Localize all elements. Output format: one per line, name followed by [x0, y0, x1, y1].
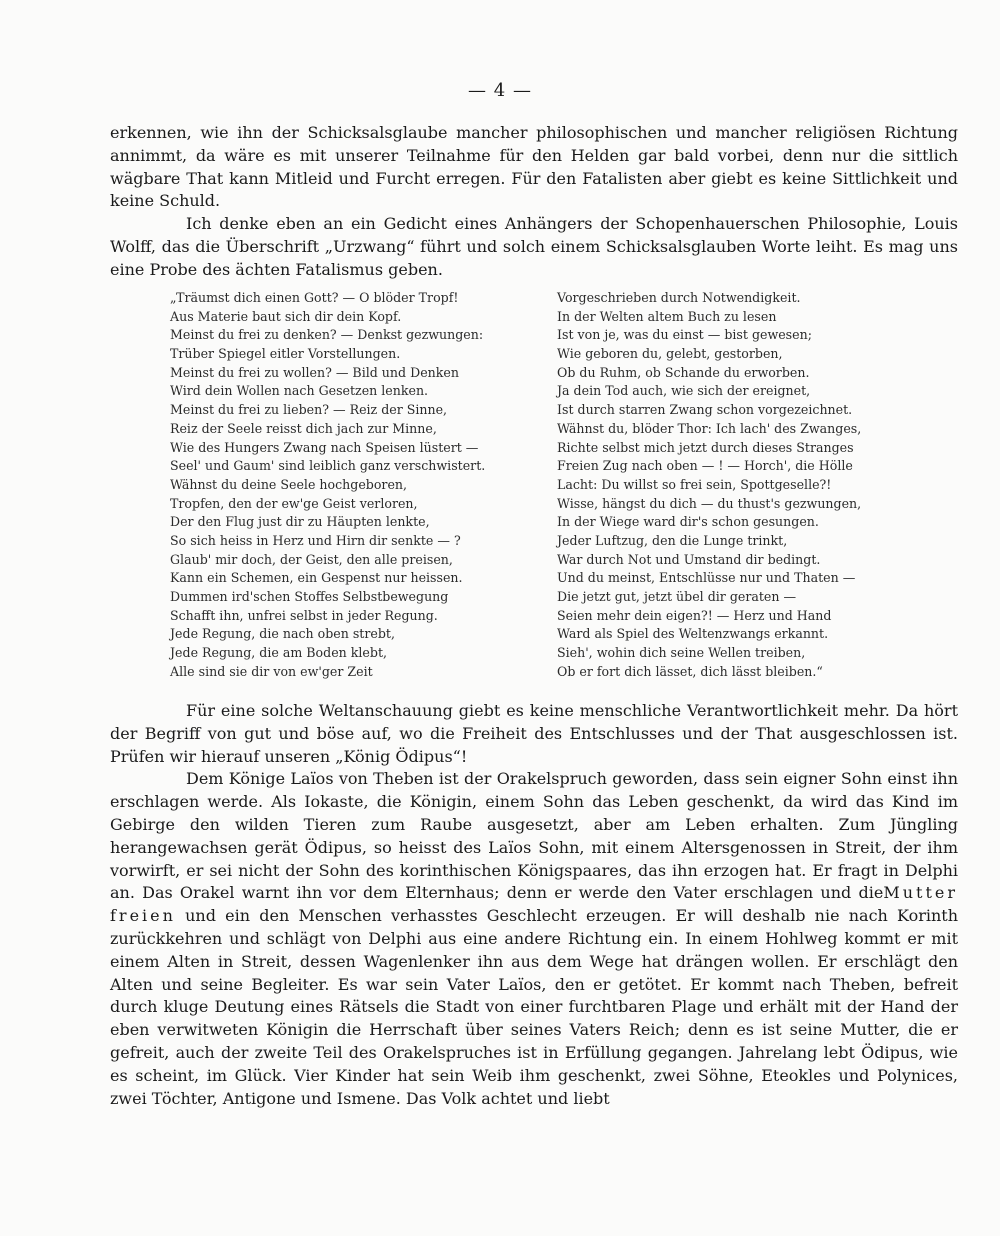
emphasized-text: Mutter freien [110, 883, 958, 926]
poem-line: Seien mehr dein eigen?! — Herz und Hand [557, 607, 832, 623]
poem-line: Wie geboren du, gelebt, gestorben, [557, 346, 783, 362]
poem-line: Ward als Spiel des Weltenzwangs erkannt. [557, 626, 829, 642]
poem-line: Wisse, hängst du dich — du thust's gezwungen, [557, 495, 862, 511]
poem-line: Alle sind sie dir von ew'ger Zeit [170, 663, 373, 679]
poem-line: Meinst du frei zu wollen? — Bild und Denken [170, 364, 459, 380]
poem-line: Wird dein Wollen nach Gesetzen lenken. [170, 383, 429, 399]
poem-line: Wähnst du deine Seele hochgeboren, [170, 476, 408, 492]
body-text [110, 700, 958, 1110]
poem-line: Der den Flug just dir zu Häupten lenkte, [170, 514, 430, 530]
intro-text [110, 122, 958, 282]
poem-line: Und du meinst, Entschlüsse nur und Thaten — [557, 570, 856, 586]
poem-line: Aus Materie baut sich dir dein Kopf. [170, 308, 402, 324]
poem-line: Glaub' mir doch, der Geist, den alle preisen, [170, 551, 453, 567]
poem-line: Lacht: Du willst so frei sein, Spottgeselle?! [557, 476, 832, 492]
poem-line: Ist durch starren Zwang schon vorgezeichnet. [557, 402, 853, 418]
poem-line: Dummen ird'schen Stoffes Selbstbewegung [170, 589, 449, 604]
poem-line: In der Welten altem Buch zu lesen [557, 308, 777, 324]
poem-line: War durch Not und Umstand dir bedingt. [557, 551, 821, 567]
page-number: — 4 — [468, 80, 532, 101]
intro-paragraph-1: erkennen, wie ihn der Schicksalsglaube mancher philosophischen und mancher religiösen Richtung annimmt, da wäre es mit unserer Teilnahme für den Helden gar bald vorbei, denn nur die sittlich wägbare That kann Mitleid und Furcht erregen. Für den Fatalisten aber giebt es keine Sittlichkeit und keine Schuld. [110, 123, 958, 211]
poem-line: Vorgeschrieben durch Notwendigkeit. [557, 290, 801, 305]
poem-line: Wähnst du, blöder Thor: Ich lach' des Zwanges, [557, 420, 862, 436]
poem-line: Tropfen, den der ew'ge Geist verloren, [170, 495, 418, 511]
poem-column-right [557, 289, 947, 681]
poem-line: So sich heiss in Herz und Hirn dir senkte — ? [170, 532, 461, 548]
poem-line: Wie des Hungers Zwang nach Speisen lüstert — [170, 439, 479, 455]
body-paragraph-2-start: Dem Könige Laïos von Theben ist der Orakelspruch geworden, dass sein eigner Sohn einst ihn erschlagen werde. Als Iokaste, die Königin, einem Sohn das Leben geschenkt, da wird das Kind im Gebirge den wilden Tieren zum Raube ausgesetzt, aber am Leben erhalten. Zum Jüngling herangewachsen gerät Ödipus, so heisst des Laïos Sohn, mit einem Altersgenossen in Streit, der ihm vorwirft, er sei nicht der Sohn des korinthischen Königspaares, das ihn erzogen hat. Er fragt in Delphi an. Das Orakel warnt ihn vor dem Elternhaus; denn er werde den Vater erschlagen und die [110, 769, 958, 903]
intro-paragraph-2: Ich denke eben an ein Gedicht eines Anhängers der Schopenhauerschen Philosophie, Louis Wolff, das die Überschrift „Urzwang“ führt und solch einem Schicksalsglauben Worte leiht. Es mag uns eine Probe des ächten Fatalismus geben. [110, 214, 958, 279]
poem-line: Meinst du frei zu lieben? — Reiz der Sinne, [170, 402, 448, 418]
poem-column-left [170, 289, 530, 681]
poem-line: Ob du Ruhm, ob Schande du erworben. [557, 364, 810, 380]
body-paragraph-1: Für eine solche Weltanschauung giebt es keine menschliche Verantwortlichkeit mehr. Da hört der Begriff von gut und böse auf, wo die Freiheit des Entschlusses und der That ausgeschlossen ist. Prüfen wir hierauf unseren „König Ödipus“! [110, 701, 958, 766]
poem-line: Jede Regung, die nach oben strebt, [170, 626, 395, 642]
poem-line: Meinst du frei zu denken? — Denkst gezwungen: [170, 327, 484, 343]
poem-line: „Träumst dich einen Gott? — O blöder Tropf! [170, 290, 459, 305]
poem-line: Ob er fort dich lässet, dich lässt bleiben.“ [557, 663, 823, 679]
body-paragraph-2-end: und ein den Menschen verhasstes Geschlecht erzeugen. Er will deshalb nie nach Korinth zurückkehren und schlägt von Delphi aus eine andere Richtung ein. In einem Hohlweg kommt er mit einem Alten in Streit, dessen Wagenlenker ihn aus dem Wege hat drängen wollen. Er erschlägt den Alten und seine Begleiter. Es war sein Vater Laïos, den er getötet. Er kommt nach Theben, befreit durch kluge Deutung eines Rätsels die Stadt von einer furchtbaren Plage und erhält mit der Hand der eben verwitweten Königin die Herrschaft über seines Vaters Reich; denn es ist seine Mutter, die er gefreit, auch der zweite Teil des Orakelspruches ist in Erfüllung gegangen. Jahrelang lebt Ödipus, wie es scheint, im Glück. Vier Kinder hat sein Weib ihm geschenkt, zwei Söhne, Eteokles und Polynices, zwei Töchter, Antigone und Ismene. Das Volk achtet und liebt [110, 906, 958, 1108]
poem-line: Freien Zug nach oben — ! — Horch', die Hölle [557, 458, 853, 474]
poem-line: Reiz der Seele reisst dich jach zur Minne, [170, 420, 437, 436]
poem-line: Die jetzt gut, jetzt übel dir geraten — [557, 589, 797, 604]
body-paragraph-2 [110, 768, 958, 1110]
poem-line: Ist von je, was du einst — bist gewesen; [557, 327, 812, 343]
poem-line: Jeder Luftzug, den die Lunge trinkt, [557, 532, 788, 548]
poem-line: Jede Regung, die am Boden klebt, [170, 645, 388, 661]
poem-line: In der Wiege ward dir's schon gesungen. [557, 514, 819, 530]
poem-line: Ja dein Tod auch, wie sich der ereignet, [557, 383, 811, 399]
poem-line: Kann ein Schemen, ein Gespenst nur heissen. [170, 570, 463, 586]
poem-line: Trüber Spiegel eitler Vorstellungen. [170, 346, 401, 362]
poem-line: Richte selbst mich jetzt durch dieses Stranges [557, 439, 854, 455]
poem-line: Seel' und Gaum' sind leiblich ganz verschwistert. [170, 458, 486, 474]
poem-line: Sieh', wohin dich seine Wellen treiben, [557, 645, 806, 661]
poem-line: Schafft ihn, unfrei selbst in jeder Regung. [170, 607, 438, 623]
